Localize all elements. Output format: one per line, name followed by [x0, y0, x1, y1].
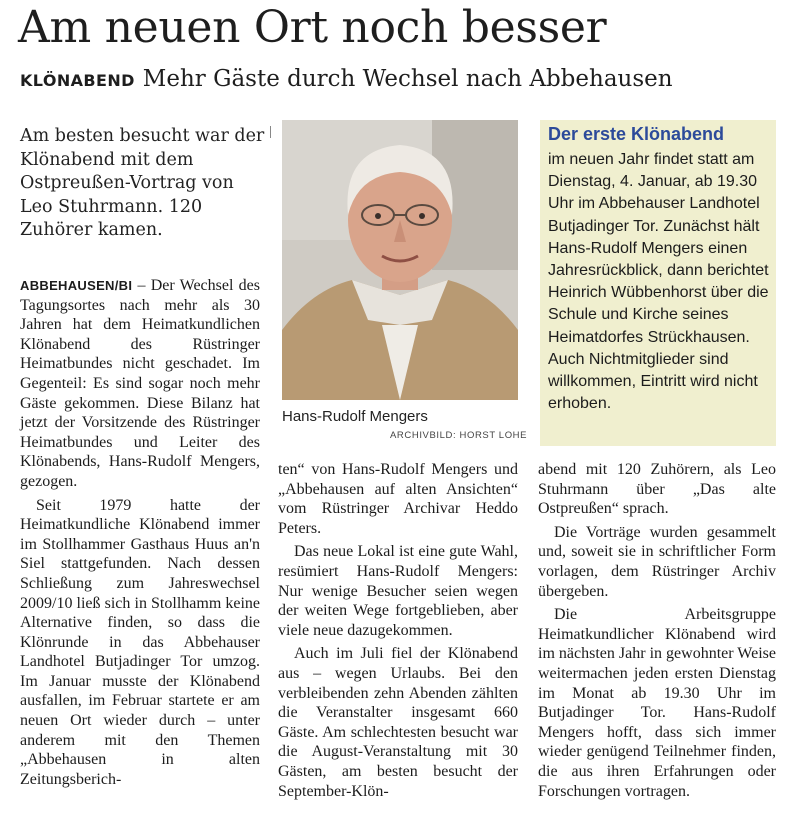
- article-column-1: [20, 276, 260, 789]
- dateline: ABBEHAUSEN/BI: [20, 278, 133, 293]
- lead-paragraph: Am besten besucht war der Klönabend mit dem Ostpreußen-Vortrag von Leo Stuhrmann. 120 Zuhörer kamen.: [20, 126, 265, 240]
- article-paragraph: [20, 276, 260, 492]
- info-box-title: Der erste Klönabend: [548, 124, 725, 144]
- subtitle: Mehr Gäste durch Wechsel nach Abbehausen: [142, 66, 673, 92]
- article-paragraph: ten“ von Hans-Rudolf Mengers und „Abbehausen auf alten Ansichten“ vom Rüstringer Archivar Heddo Peters.: [278, 461, 518, 537]
- portrait-photo: [282, 120, 518, 400]
- article-paragraph: Die Vorträge wurden gesammelt und, soweit sie in schriftlicher Form vorlagen, dem Rüstringer Archiv übergeben.: [538, 523, 776, 600]
- paragraph-text: – Der Wechsel des Tagungsortes nach mehr als 30 Jahren hat dem Heimatkundlichen Klönabend des Rüstringer Heimatbundes nicht geschadet. Im Gegenteil: Es sind sogar noch mehr Gäste gekommen. Diese Bilanz hat jetzt der Vorsitzende des Rüstringer Heimatbundes und Leiter des Klönabends, Hans-Rudolf Mengers, gezogen.: [20, 277, 260, 490]
- lead-divider: [270, 126, 271, 138]
- headline: Am neuen Ort noch besser: [18, 2, 607, 53]
- article-paragraph: Seit 1979 hatte der Heimatkundliche Klönabend immer im Stollhammer Gasthaus Huus an'n Siel stattgefunden. Nach dessen Schließung zum Jahreswechsel 2009/10 ließ sich in Stollhamm keine Alternative finden, so dass die Klönrunde in das Abbehauser Landhotel Butjadinger Tor umzog. Im Januar musste der Klönabend ausfallen, im Februar startete er am neuen Ort wieder durch – unter anderem mit den Themen „Abbehausen in alten Zeitungsberich-: [20, 496, 260, 788]
- info-box-text: im neuen Jahr findet statt am Dienstag, 4. Januar, ab 19.30 Uhr im Abbehauser Landhotel Butjadinger Tor. Zunächst hält Hans-Rudolf Mengers einen Jahresrückblick, dann berichtet Heinrich Wübbenhorst über die Schule und Kirche seines Heimatdorfes Strückhausen. Auch Nichtmitglieder sind willkommen, Eintritt wird nicht erhoben.: [548, 151, 769, 413]
- article-paragraph: Die Arbeitsgruppe Heimatkundlicher Klönabend wird im nächsten Jahr in gewohnter Weise weitermachen jeden ersten Dienstag im Monat ab 19.30 Uhr im Butjadinger Tor. Hans-Rudolf Mengers hofft, dass sich immer wieder genügend Teilnehmer finden, die aus ihren Erfahrungen oder Forschungen vortragen.: [538, 606, 776, 800]
- portrait-image: [282, 120, 518, 400]
- photo-credit: ARCHIVBILD: HORST LOHE: [390, 430, 528, 441]
- kicker: KLÖNABEND: [20, 71, 135, 90]
- article-column-3: [538, 460, 776, 801]
- article-paragraph: Das neue Lokal ist eine gute Wahl, resümiert Hans-Rudolf Mengers: Nur wenige Besucher seien wegen der weiten Wege fortgeblieben, aber viele neue dazugekommen.: [278, 543, 518, 639]
- subheadline: [20, 62, 673, 99]
- article-paragraph: abend mit 120 Zuhörern, als Leo Stuhrmann über „Das alte Ostpreußen“ sprach.: [538, 461, 776, 518]
- article-column-2: [278, 460, 518, 801]
- article-paragraph: Auch im Juli fiel der Klönabend aus – wegen Urlaubs. Bei den verbleibenden zehn Abenden zählten die Veranstalter insgesamt 660 Gäste. Am schlechtesten besucht war die August-Veranstaltung mit 30 Gästen, am besten besucht der September-Klön-: [278, 645, 518, 800]
- photo-caption: Hans-Rudolf Mengers: [282, 408, 428, 425]
